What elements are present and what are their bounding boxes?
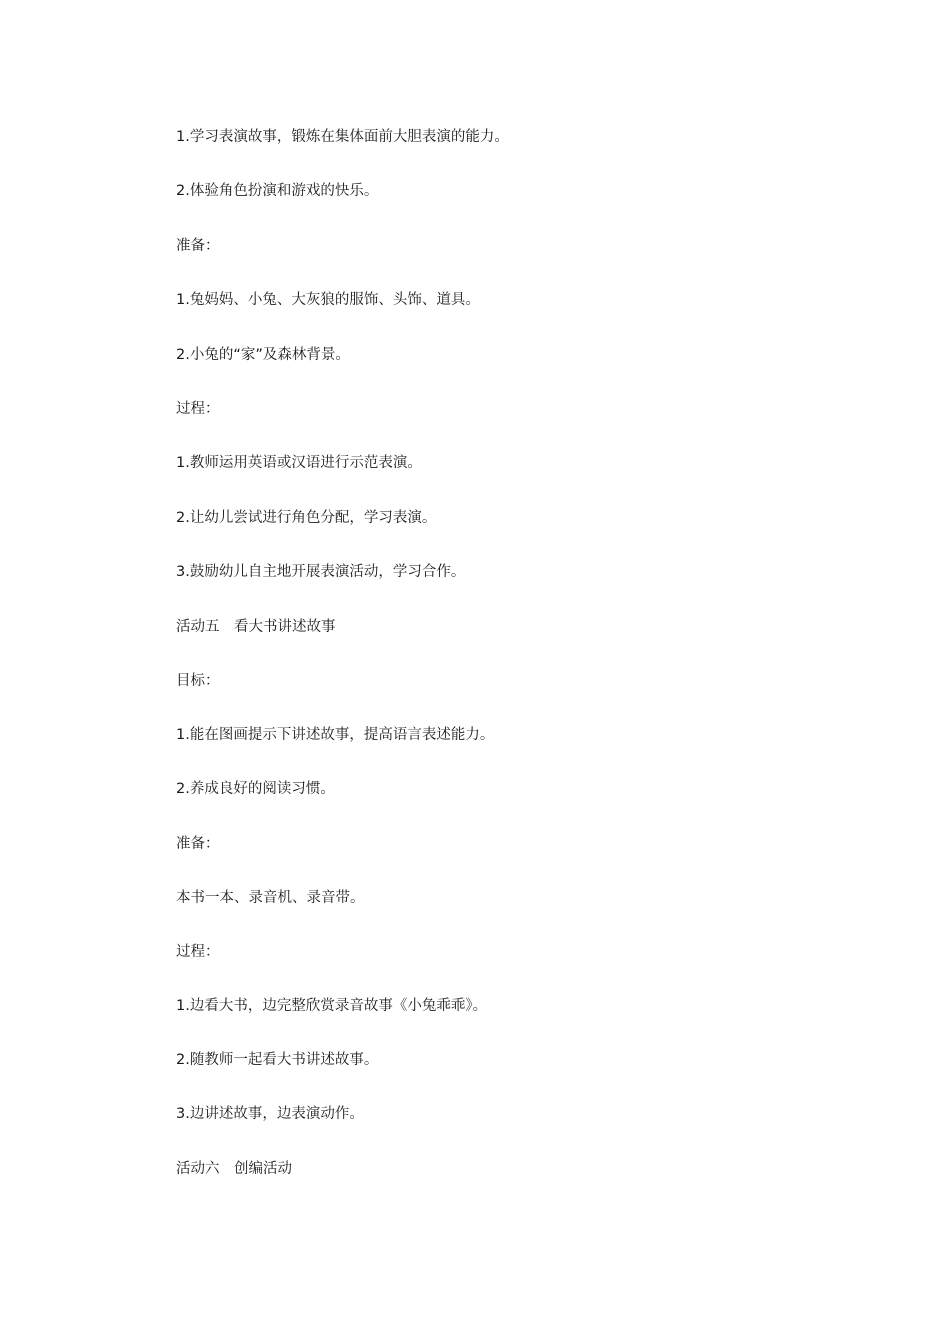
- paragraph-goal-2b: 2.养成良好的阅读习惯。: [176, 781, 335, 797]
- paragraph-prep-2: 2.小兔的“家”及森林背景。: [176, 347, 350, 363]
- heading-activity-five: 活动五 看大书讲述故事: [176, 619, 336, 635]
- paragraph-process-1: 1.教师运用英语或汉语进行示范表演。: [176, 455, 422, 471]
- paragraph-process-2b: 2.随教师一起看大书讲述故事。: [176, 1052, 379, 1068]
- paragraph-goal-2: 2.体验角色扮演和游戏的快乐。: [176, 183, 379, 199]
- paragraph-process-3: 3.鼓励幼儿自主地开展表演活动，学习合作。: [176, 564, 466, 580]
- paragraph-materials: 本书一本、录音机、录音带。: [176, 890, 365, 906]
- paragraph-goal-1: 1.学习表演故事，锻炼在集体面前大胆表演的能力。: [176, 129, 509, 145]
- paragraph-process-3b: 3.边讲述故事，边表演动作。: [176, 1106, 364, 1122]
- heading-activity-six: 活动六 创编活动: [176, 1161, 292, 1177]
- paragraph-goal-1b: 1.能在图画提示下讲述故事，提高语言表述能力。: [176, 727, 495, 743]
- paragraph-prep-1: 1.兔妈妈、小兔、大灰狼的服饰、头饰、道具。: [176, 292, 480, 308]
- heading-process-2: 过程：: [176, 944, 220, 960]
- paragraph-process-2: 2.让幼儿尝试进行角色分配，学习表演。: [176, 510, 437, 526]
- paragraph-process-1b: 1.边看大书，边完整欣赏录音故事《小兔乖乖》。: [176, 998, 488, 1014]
- heading-goals: 目标：: [176, 673, 220, 689]
- heading-preparation: 准备：: [176, 238, 220, 254]
- heading-process: 过程：: [176, 401, 220, 417]
- heading-preparation-2: 准备：: [176, 836, 220, 852]
